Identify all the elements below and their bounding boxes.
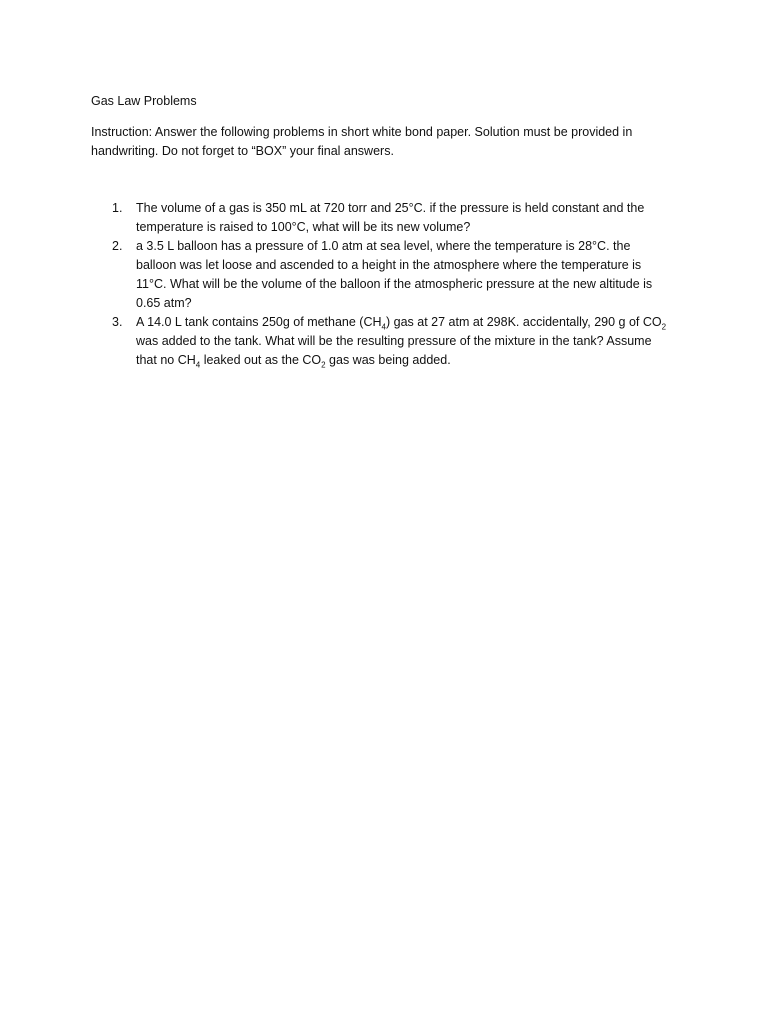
problem-text: The volume of a gas is 350 mL at 720 torr and 25°C. if the pressure is held constant and the temperature is raised to 100°C, what will be its new volume? xyxy=(136,201,645,234)
problem-number: 3. xyxy=(112,315,123,329)
problem-item xyxy=(108,313,668,370)
problem-text: a 3.5 L balloon has a pressure of 1.0 atm at sea level, where the temperature is 28°C. the balloon was let loose and ascended to a height in the atmosphere where the temperature is 11°C. What will be the volume of the balloon if the atmospheric pressure at the new altitude is 0.65 atm? xyxy=(136,239,653,310)
instruction-text: Instruction: Answer the following problems in short white bond paper. Solution must be provided in handwriting. Do not forget to “BOX” your final answers. xyxy=(91,125,633,158)
subscript: 2 xyxy=(661,322,667,332)
text-segment: gas was being added. xyxy=(325,353,451,367)
subscript: 4 xyxy=(381,322,386,332)
problem-list xyxy=(108,199,668,370)
text-segment: leaked out as the CO xyxy=(200,353,322,367)
problem-number: 1. xyxy=(112,201,123,215)
text-segment: was added to the tank. What will be the resulting pressure of the mixture in the tank? Assume that no CH xyxy=(136,334,652,367)
problem-item xyxy=(108,199,668,237)
page-title: Gas Law Problems xyxy=(91,94,197,108)
subscript: 4 xyxy=(195,360,201,370)
problem-text xyxy=(136,315,667,370)
problem-number: 2. xyxy=(112,239,123,253)
text-segment: ) gas at 27 atm at 298K. accidentally, 290 g of CO xyxy=(385,315,662,329)
problem-item xyxy=(108,237,668,313)
subscript: 2 xyxy=(321,360,326,370)
text-segment: A 14.0 L tank contains 250g of methane (CH xyxy=(136,315,382,329)
